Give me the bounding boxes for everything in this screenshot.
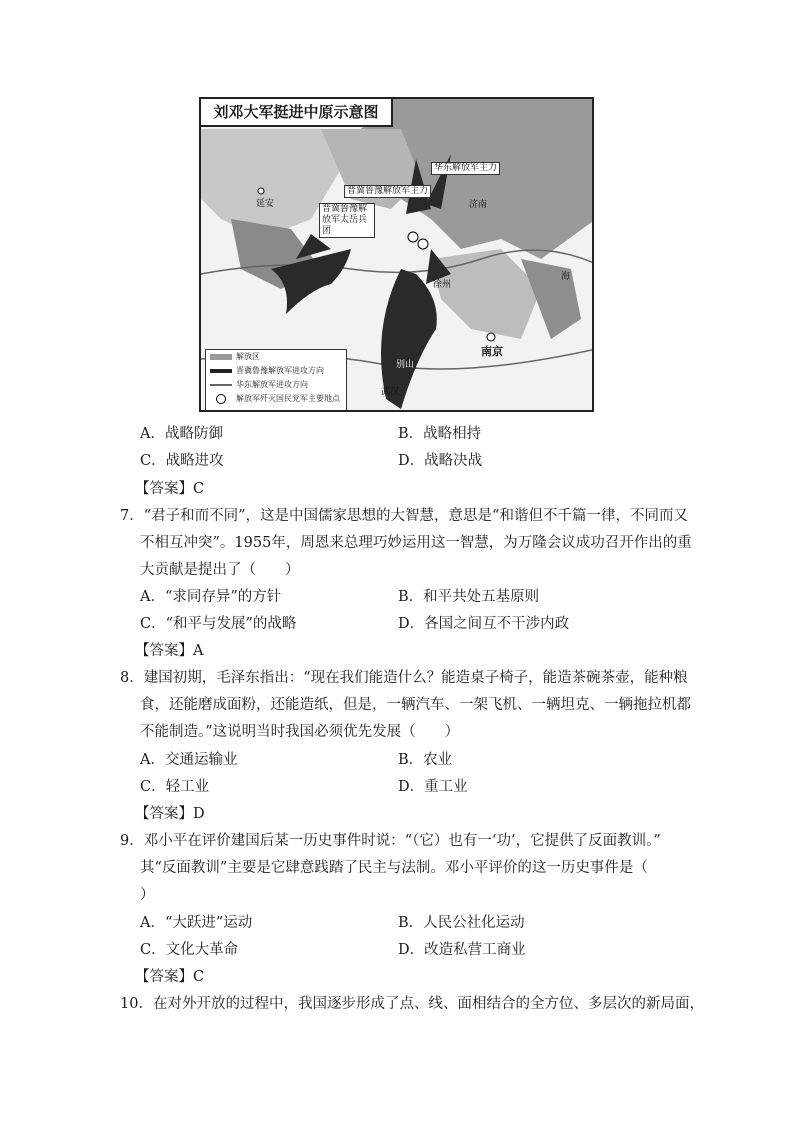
map-label-hai: 海 [561, 272, 571, 282]
q9-option-c: C．文化大革命 [140, 942, 239, 958]
legend-item [206, 378, 346, 392]
legend-label: 华东解放军进攻方向 [236, 380, 308, 389]
q8-answer: 【答案】D [135, 806, 205, 822]
map-label-nanjing: 南京 [481, 345, 503, 358]
map-title: 刘邓大军挺进中原示意图 [201, 99, 393, 127]
map-label-yanan: 延安 [256, 199, 275, 209]
q7-option-d: D．各国之间互不干涉内政 [398, 616, 570, 632]
q8-line-3: 不能制造。”这说明当时我国必须优先发展（ ） [140, 724, 460, 740]
q8-option-a: A．交通运输业 [140, 752, 238, 768]
q6-option-b: B．战略相持 [398, 426, 482, 442]
q7-answer: 【答案】A [135, 643, 204, 659]
legend-item [206, 392, 346, 406]
q6-option-d: D．战略决战 [398, 453, 483, 469]
map-label-jinan: 济南 [469, 200, 488, 210]
q7-option-c: C．“和平与发展”的战略 [140, 616, 297, 632]
q7-option-a: A．“求同存异”的方针 [140, 589, 282, 605]
map-legend [205, 349, 347, 411]
legend-item [206, 350, 346, 364]
q8-line-2: 食，还能磨成面粉，还能造纸，但是，一辆汽车、一架飞机、一辆坦克、一辆拖拉机都 [140, 697, 691, 713]
q9-line-2: 其“反面教训”主要是它肆意践踏了民主与法制。邓小平评价的这一历史事件是（ [140, 860, 648, 876]
q9-option-a: A．“大跃进”运动 [140, 915, 253, 931]
legend-label: 解放区 [236, 352, 260, 361]
q6-option-c: C．战略进攻 [140, 453, 224, 469]
q7-line-3: 大贡献是提出了（ ） [140, 562, 300, 578]
q7-line-1: 7．“君子和而不同”，这是中国儒家思想的大智慧，意思是“和谐但不千篇一律，不同而又 [120, 508, 688, 524]
q9-option-d: D．改造私营工商业 [398, 942, 526, 958]
q9-line-3: ） [140, 887, 155, 903]
map-label-wuhan: 武汉 [381, 387, 400, 397]
legend-label: 解放军歼灭国民党军主要地点 [236, 394, 340, 403]
q9-line-1: 9．邓小平在评价建国后某一历史事件时说：“（它）也有一‘功’，它提供了反面教训。” [120, 833, 661, 849]
q7-option-b: B．和平共处五基原则 [398, 589, 540, 605]
legend-label: 晋冀鲁豫解放军进攻方向 [236, 366, 324, 375]
q10-line-1: 10．在对外开放的过程中，我国逐步形成了点、线、面相结合的全方位、多层次的新局面， [120, 996, 704, 1012]
q9-answer: 【答案】C [135, 969, 205, 985]
q7-line-2: 不相互冲突”。1955年，周恩来总理巧妙运用这一智慧，为万隆会议成功召开作出的重 [140, 535, 692, 551]
map-label-xuzhou: 徐州 [433, 280, 452, 290]
map-label-east-army: 华东解放军主力 [431, 162, 500, 175]
legend-item [206, 364, 346, 378]
q8-line-1: 8．建国初期，毛泽东指出：“现在我们能造什么？能造桌子椅子，能造茶碗茶壶，能种粮 [120, 670, 688, 686]
q6-option-a: A．战略防御 [140, 426, 223, 442]
map-label-taiyue: 晋冀鲁豫解放军太岳兵团 [319, 203, 375, 238]
map-label-jinjilu-army: 晋冀鲁豫解放军主力 [344, 185, 431, 198]
map-label-dabieshan: 别山 [396, 360, 415, 370]
q6-answer: 【答案】C [135, 481, 205, 497]
q8-option-b: B．农业 [398, 752, 453, 768]
q9-option-b: B．人民公社化运动 [398, 915, 525, 931]
q8-option-d: D．重工业 [398, 779, 468, 795]
map-figure [199, 97, 594, 412]
q8-option-c: C．轻工业 [140, 779, 210, 795]
